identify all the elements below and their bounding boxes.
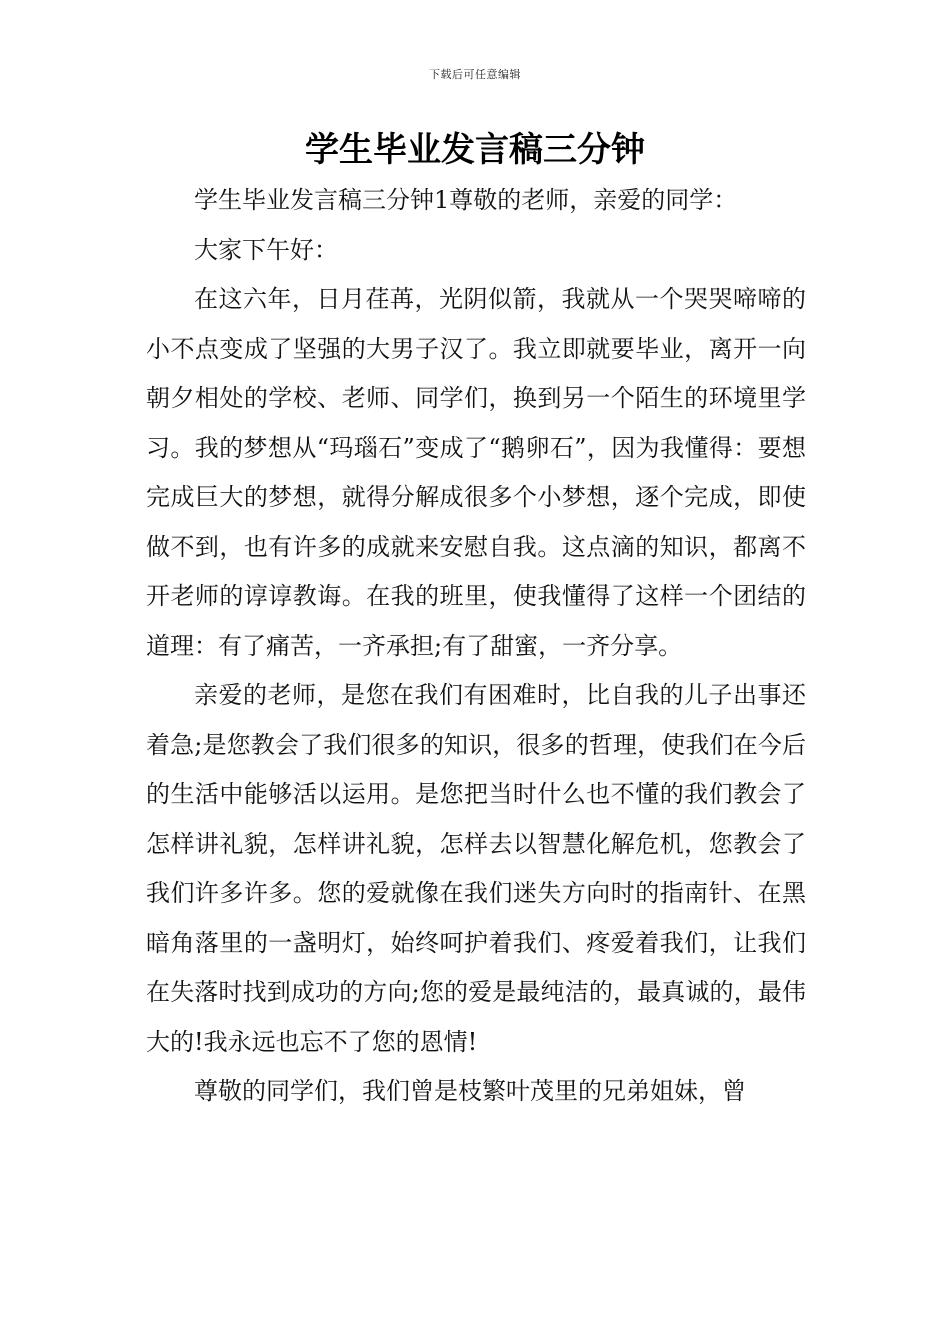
paragraph-greeting: 学生毕业发言稿三分钟1尊敬的老师，亲爱的同学： [194,186,738,214]
paragraph-body: 在这六年，日月荏苒，光阴似箭，我就从一个哭哭啼啼的小不点变成了坚强的大男子汉了。我立即就要毕业，离开一向朝夕相处的学校、老师、同学们，换到另一个陌生的环境里学习。我的梦想从“玛瑙石”变成了“鹅卵石”，因为我懂得：要想完成巨大的梦想，就得分解成很多个小梦想，逐个完成，即使做不到，也有许多的成就来安慰自我。这点滴的知识，都离不开老师的谆谆教诲。在我的班里，使我懂得了这样一个团结的道理：有了痛苦，一齐承担;有了甜蜜，一齐分享。 [146,285,806,660]
header-note: 下载后可任意编辑 [429,68,521,81]
document-title: 学生毕业发言稿三分钟 [305,130,645,170]
paragraph-salutation: 大家下午好： [194,235,338,264]
document-body [146,176,806,1117]
paragraph-body: 尊敬的同学们，我们曾是枝繁叶茂里的兄弟姐妹，曾 [194,1077,746,1105]
paragraph-body: 亲爱的老师，是您在我们有困难时，比自我的儿子出事还着急;是您教会了我们很多的知识，很多的哲理，使我们在今后的生活中能够活以运用。是您把当时什么也不懂的我们教会了怎样讲礼貌，怎样讲礼貌，怎样去以智慧化解危机，您教会了我们许多许多。您的爱就像在我们迷失方向时的指南针、在黑暗角落里的一盏明灯，始终呵护着我们、疼爱着我们，让我们在失落时找到成功的方向;您的爱是最纯洁的，最真诚的，最伟大的!我永远也忘不了您的恩情! [146,681,806,1056]
